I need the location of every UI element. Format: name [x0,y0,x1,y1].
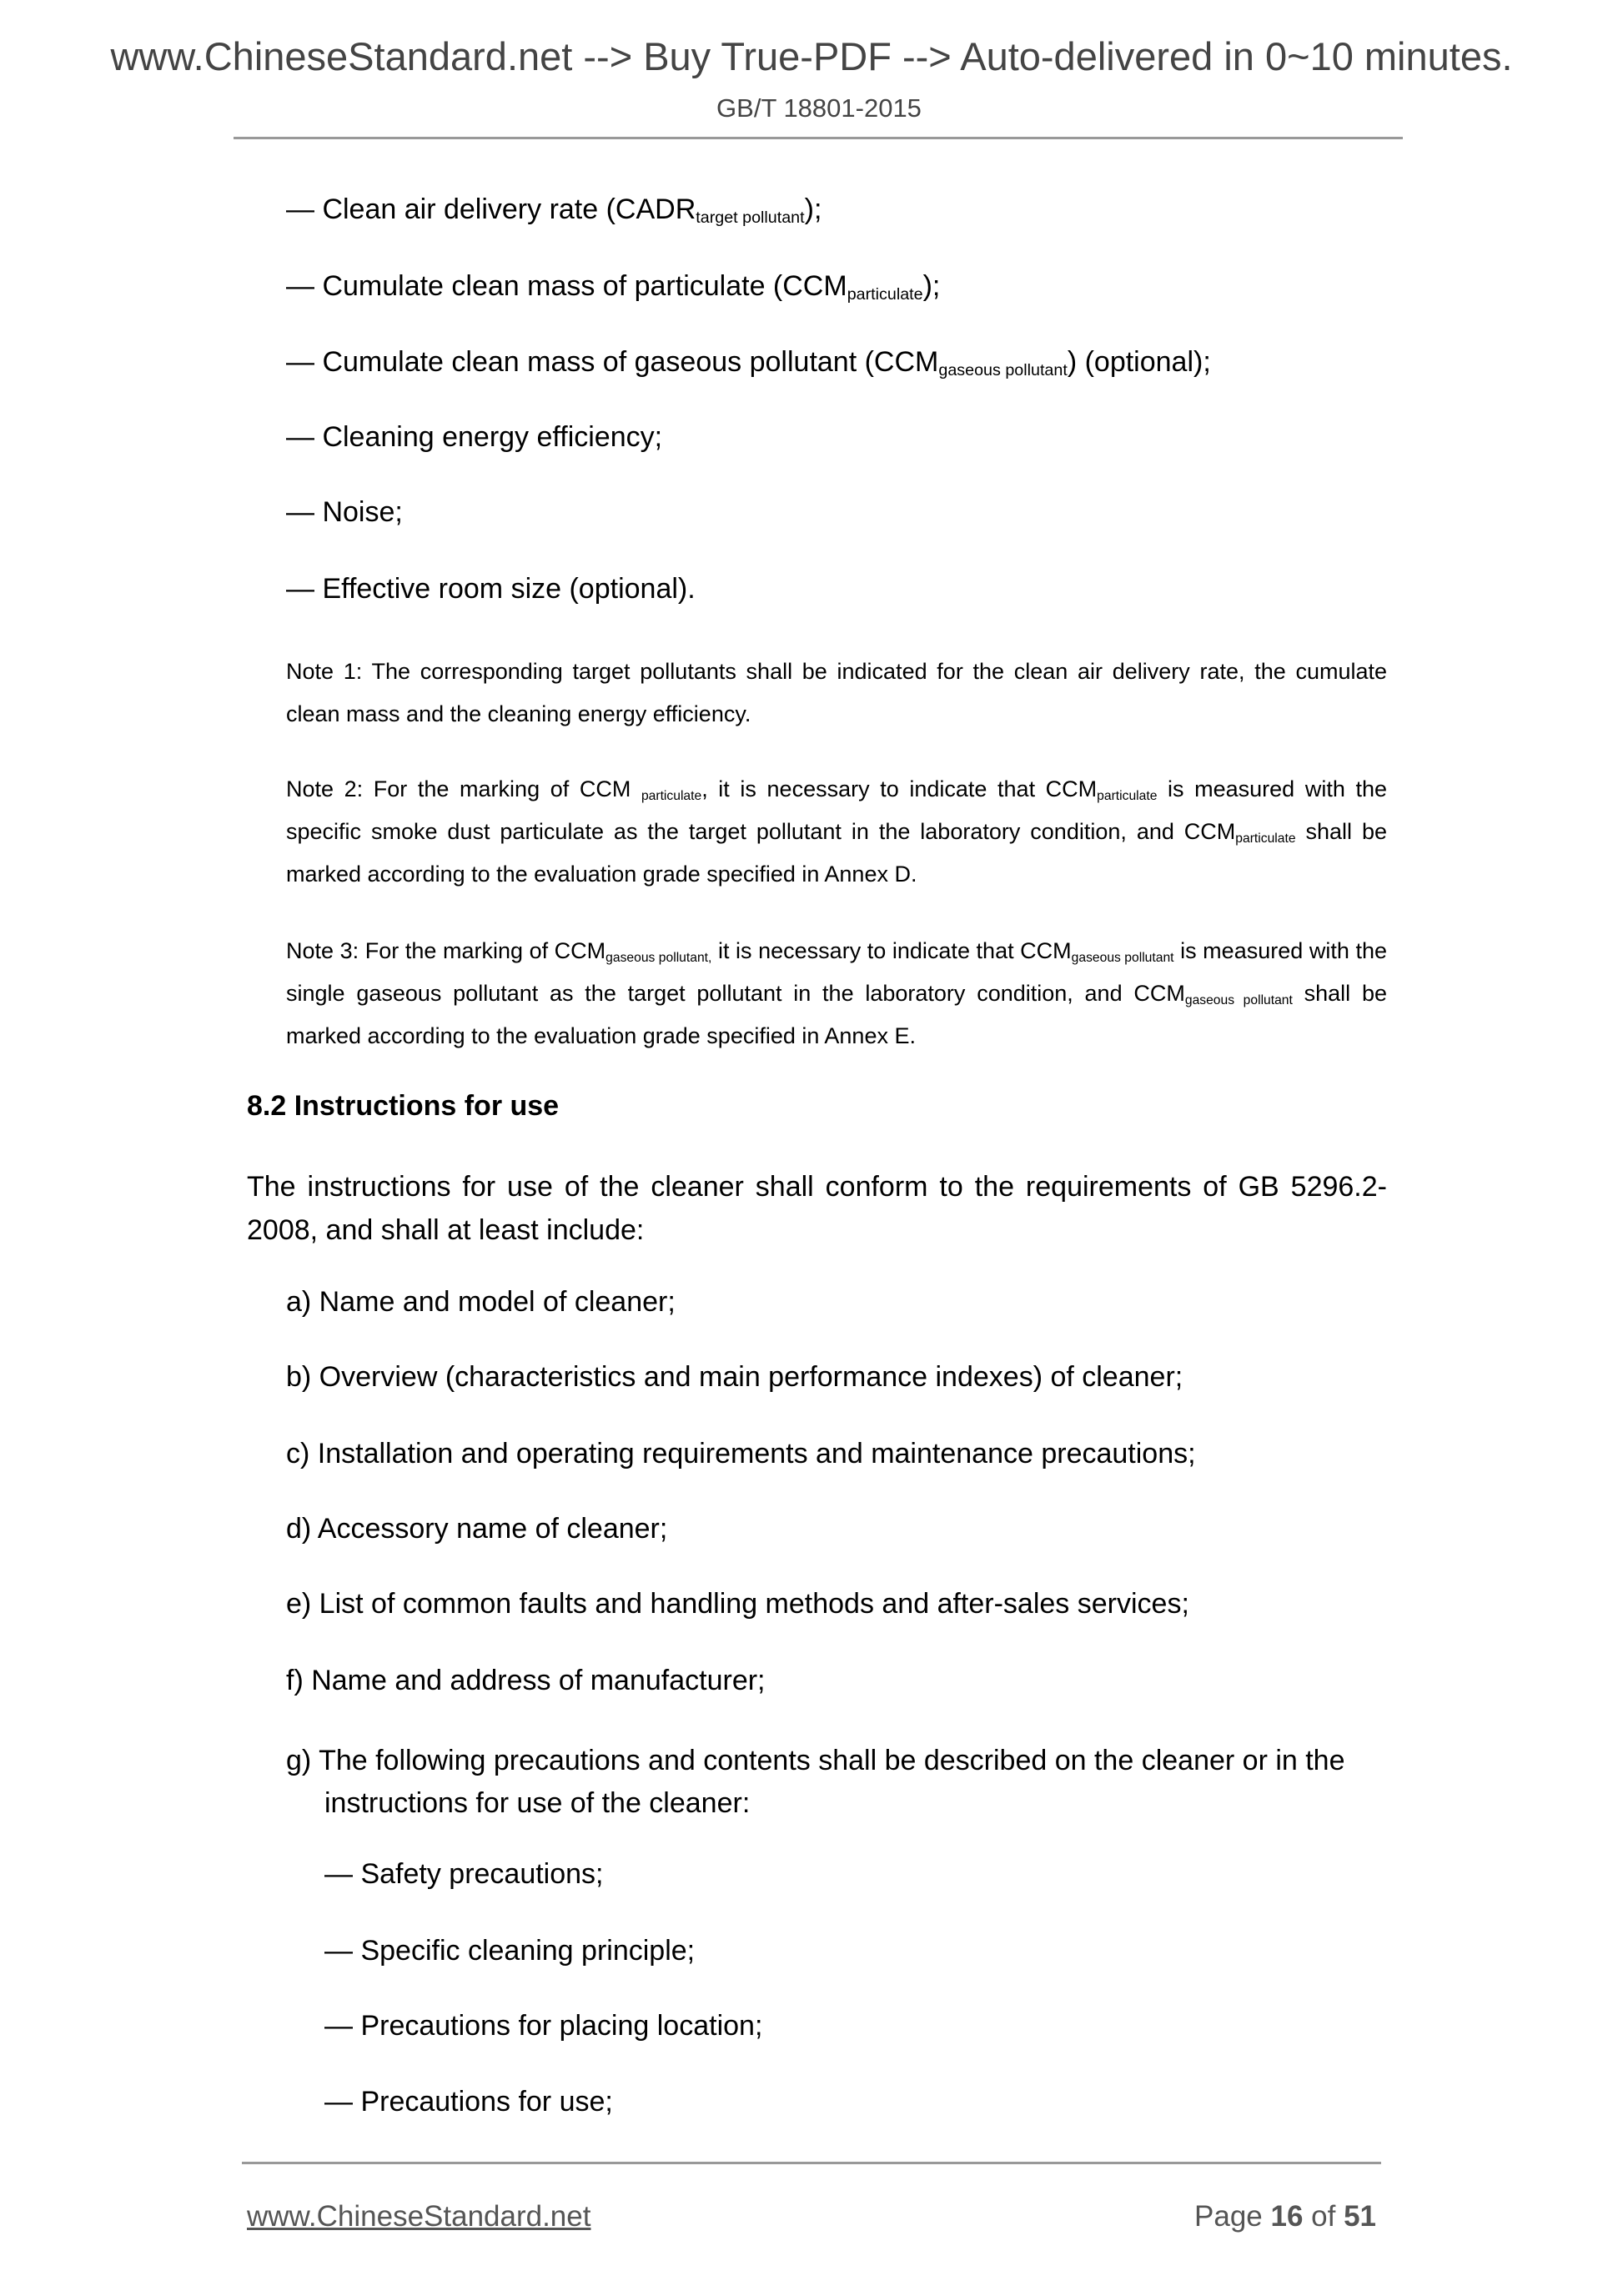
list-item: c) Installation and operating requirements and maintenance precautions; [286,1438,1196,1470]
sub-list-item: — Safety precautions; [324,1858,604,1890]
list-item: b) Overview (characteristics and main performance indexes) of cleaner; [286,1361,1183,1393]
note-1: Note 1: The corresponding target pollutants shall be indicated for the clean air delivery rate, the cumulate clean mass and the cleaning energy efficiency. [286,659,1387,726]
list-item: d) Accessory name of cleaner; [286,1513,668,1545]
header-rule [234,137,1403,139]
footer-link[interactable]: www.ChineseStandard.net [247,2200,591,2233]
marking-item: — Cleaning energy efficiency; [286,421,663,453]
sub-list-item: — Specific cleaning principle; [324,1935,696,1967]
marking-item: — Cumulate clean mass of particulate $(CCM_{particulate})$; [286,270,941,304]
marking-item: — Effective room size (optional). [286,573,696,605]
standard-code: GB/T 18801-2015 [716,93,922,123]
marking-item: — Clean air delivery rate $(CADR_{target pollutant})$; [286,193,822,227]
section-intro: The instructions for use of the cleaner shall conform to the requirements of GB 5296.2-2008, and shall at least include: [247,1171,1387,1246]
note-3: Note 3: For the marking of $CCM_{gaseous pollutant,}$ it is necessary to indicate that $CCM_{gaseous pollutant}$ is measured with the single gaseous pollutant as the target pollutant in the laboratory condition, and $CCM_{gaseous pollutant}$ shall be marked according to the evaluation grade specified in Annex E. [286,938,1387,1048]
list-item: g) The following precautions and contents shall be described on the cleaner or in the instructions for use of the cleaner: [286,1745,1345,1819]
list-item: a) Name and model of cleaner; [286,1286,676,1318]
header-banner: www.ChineseStandard.net --> Buy True-PDF --> Auto-delivered in 0~10 minutes. [110,34,1513,78]
marking-item: — Noise; [286,496,403,528]
marking-item: — Cumulate clean mass of gaseous pollutant $(CCM_{gaseous pollutant})$ (optional); [286,346,1211,379]
footer-rule [242,2162,1381,2164]
sub-list-item: — Precautions for placing location; [324,2010,763,2042]
note-2: Note 2: For the marking of CCM $_{particulate}$, it is necessary to indicate that $CCM_{particulate}$ is measured with the specific smoke dust particulate as the target pollutant in the laboratory condition, and $CCM_{particulate}$ shall be marked according to the evaluation grade specified in Annex D. [286,776,1387,887]
section-heading: 8.2 Instructions for use [247,1090,560,1122]
page-number: Page 16 of 51 [1194,2200,1376,2233]
footer-link-wrap [247,2200,590,2233]
list-item: e) List of common faults and handling methods and after-sales services; [286,1588,1189,1620]
list-item: f) Name and address of manufacturer; [286,1665,766,1696]
sub-list-item: — Precautions for use; [324,2086,613,2118]
